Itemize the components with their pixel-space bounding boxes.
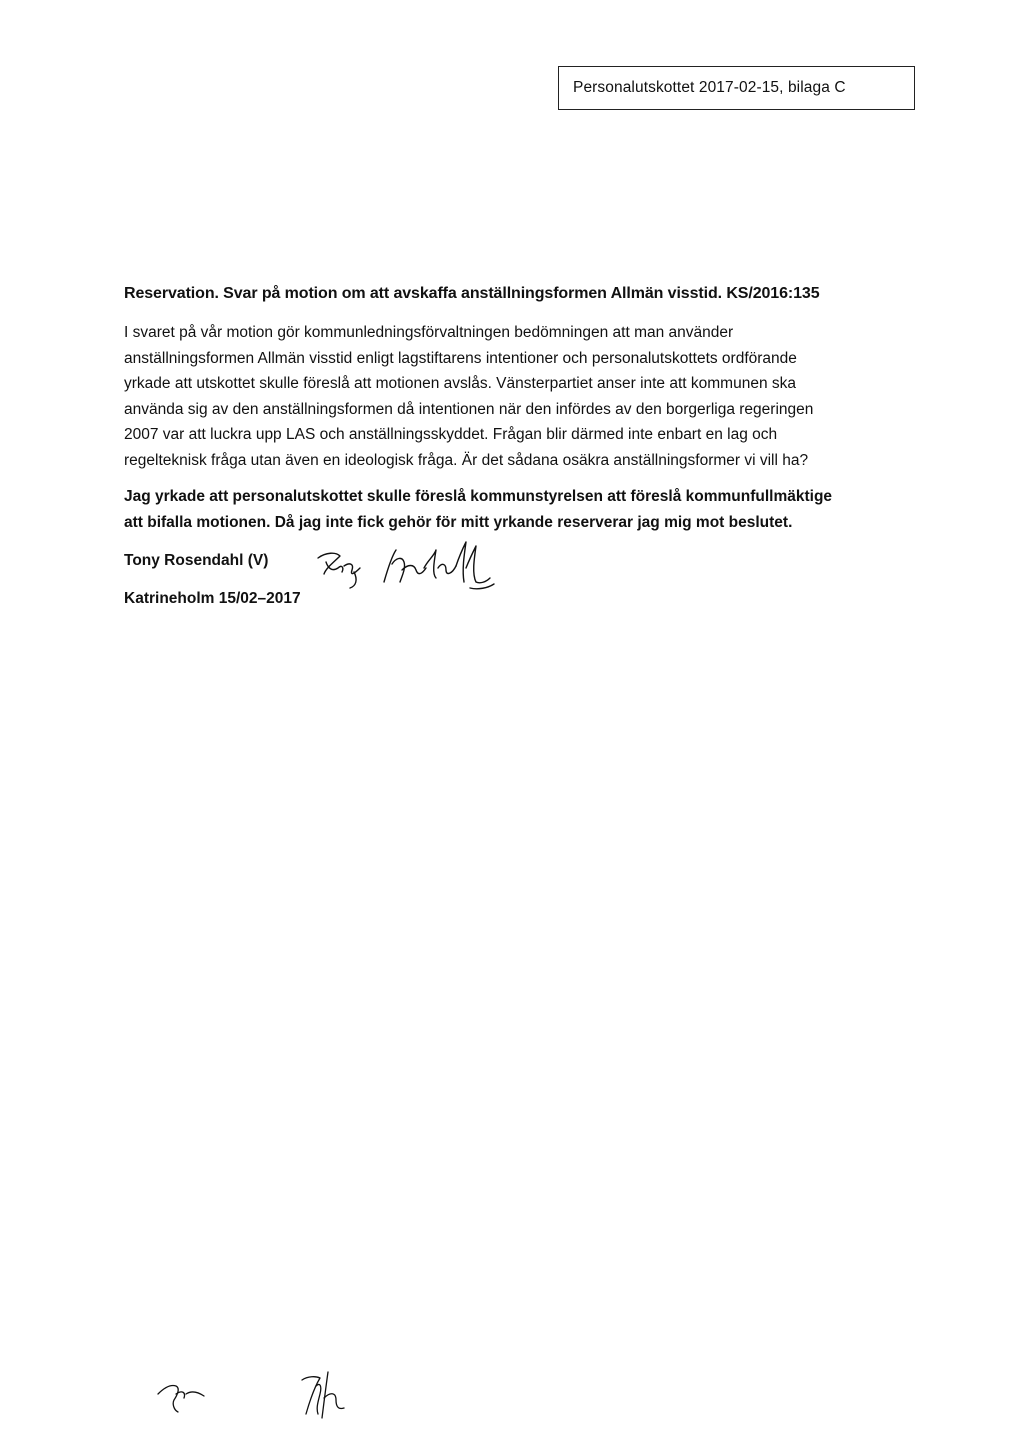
stamp-text: Personalutskottet 2017-02-15, bilaga C [573,79,846,96]
motion-paragraph [124,484,904,535]
paragraph-line: 2007 var att luckra upp LAS och anställningsskyddet. Frågan blir därmed inte enbart en lag och [124,426,778,443]
document-heading: Reservation. Svar på motion om att avskaffa anställningsformen Allmän visstid. KS/2016:135 [124,285,820,302]
motion-line: Jag yrkade att personalutskottet skulle föreslå kommunstyrelsen att föreslå kommunfullmäktige [124,488,833,505]
handwritten-signature [296,538,506,600]
place-date: Katrineholm 15/02–2017 [124,590,301,607]
paragraph-line: I svaret på vår motion gör kommunledningsförvaltningen bedömningen att man använder [124,324,734,341]
motion-line: att bifalla motionen. Då jag inte fick gehör för mitt yrkande reserverar jag mig mot beslutet. [124,513,793,531]
handwritten-initials [152,1364,372,1426]
document-stamp [558,66,915,110]
signer-name: Tony Rosendahl (V) [124,552,269,569]
paragraph-line: yrkade att utskottet skulle föreslå att motionen avslås. Vänsterpartiet anser inte att kommunen ska [124,375,797,392]
paragraph-line: använda sig av den anställningsformen då intentionen när den infördes av den borgerliga regeringen [124,400,814,418]
paragraph-line: regelteknisk fråga utan även en ideologisk fråga. Är det sådana osäkra anställningsformer vi vill ha? [124,451,809,469]
body-paragraph [124,320,904,473]
paragraph-line: anställningsformen Allmän visstid enligt lagstiftarens intentioner och personalutskottets ordförande [124,349,797,367]
